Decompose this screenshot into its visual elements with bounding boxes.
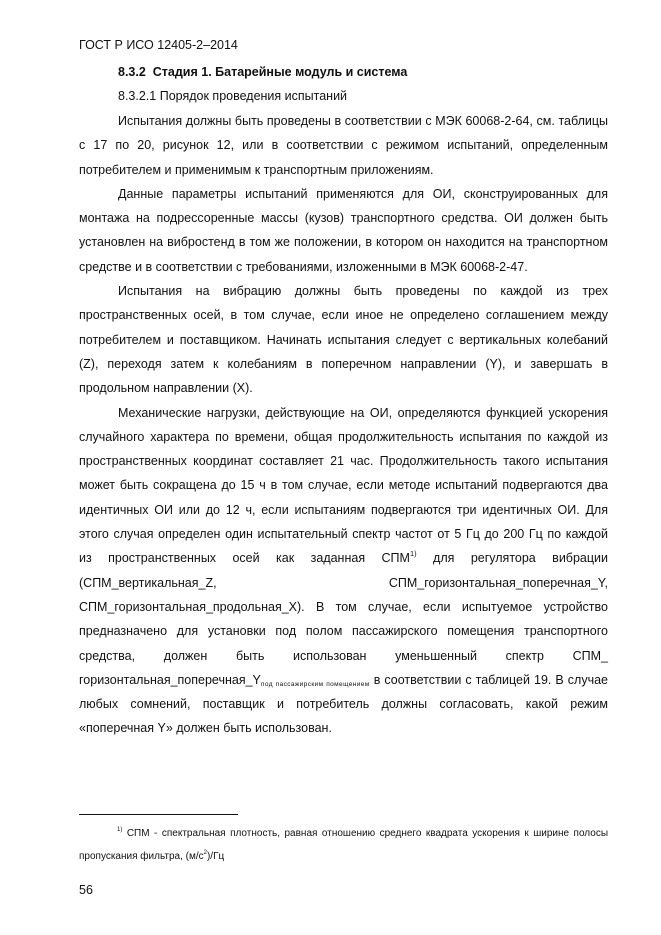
footnote-reference: 1)	[409, 549, 417, 559]
body-text	[79, 109, 608, 741]
subsection-heading	[118, 89, 347, 103]
subsection-title: Порядок проведения испытаний	[159, 89, 348, 103]
footnote-text-part-2: )/Гц	[206, 851, 225, 862]
footnote-divider	[79, 814, 238, 815]
paragraph-3: Испытания на вибрацию должны быть проведены по каждой из трех пространственных осей, в том случае, если иное не определено соглашением между потребителем и поставщиком. Начинать испытания следует с вертикальных колебаний (Z), переходя затем к колебаниям в поперечном направлении (Y), и завершать в продольном направлении (X).	[79, 284, 608, 396]
footnote-text-part-1: СПМ - спектральная плотность, равная отношению среднего квадрата ускорения к ширине полосы пропускания фильтра, (м/с	[79, 828, 608, 862]
document-header: ГОСТ Р ИСО 12405-2–2014	[79, 38, 238, 52]
page-number: 56	[79, 883, 93, 897]
paragraph-4	[79, 401, 608, 741]
section-heading	[118, 65, 407, 79]
paragraph-4-part-1: Механические нагрузки, действующие на ОИ, определяются функцией ускорения случайного характера по времени, общая продолжительность испытания по каждой из пространственных координат составляет 21 час. Продолжительность такого испытания может быть сокращена до 15 ч в том случае, если методе испытаний подвергаются два идентичных ОИ или до 12 ч, если испытаниям подвергаются три идентичных ОИ. Для этого случая определен один испытательный спектр частот от 5 Гц до 200 Гц по каждой из пространственных осей как заданная СПМ	[79, 405, 608, 566]
subsection-number: 8.3.2.1	[118, 89, 157, 103]
footnote-text	[79, 822, 608, 868]
paragraph-2: Данные параметры испытаний применяются для ОИ, сконструированных для монтажа на подрессоренные массы (кузов) транспортного средства. ОИ должен быть установлен на вибростенд в том же положении, в котором он находится на транспортном средстве и в соответствии с требованиями, изложенными в МЭК 60068-2-47.	[79, 186, 608, 274]
paragraph-1: Испытания должны быть проведены в соответствии с МЭК 60068-2-64, см. таблицы с 17 по 20, рисунок 12, или в соответствии с режимом испытаний, определенным потребителем и применимым к транспортным приложениям.	[79, 114, 608, 177]
section-title: Стадия 1. Батарейные модуль и система	[152, 65, 408, 79]
footnote-marker: 1)	[117, 827, 123, 833]
paragraph-4-part-2: для регулятора вибрации (СПМ_вертикальная_Z, СПМ_горизонтальная_поперечная_Y, СПМ_горизонтальная_продольная_X). В том случае, если испытуемое устройство предназначено для установки под полом пассажирского помещения транспортного средства, должен быть использован уменьшенный спектр СПМ_ горизонтальная_поперечная_Y	[79, 551, 608, 687]
footnote	[79, 822, 608, 868]
footnote-exponent: 2	[203, 850, 207, 856]
paragraph-4-part-3: в соответствии с таблицей 19. В случае любых сомнений, поставщик и потребитель должны согласовать, какой режим «поперечная Y» должен быть использован.	[79, 672, 608, 736]
subscript-under-passenger: под пассажирским помещением	[260, 680, 370, 688]
section-number: 8.3.2	[118, 65, 146, 79]
